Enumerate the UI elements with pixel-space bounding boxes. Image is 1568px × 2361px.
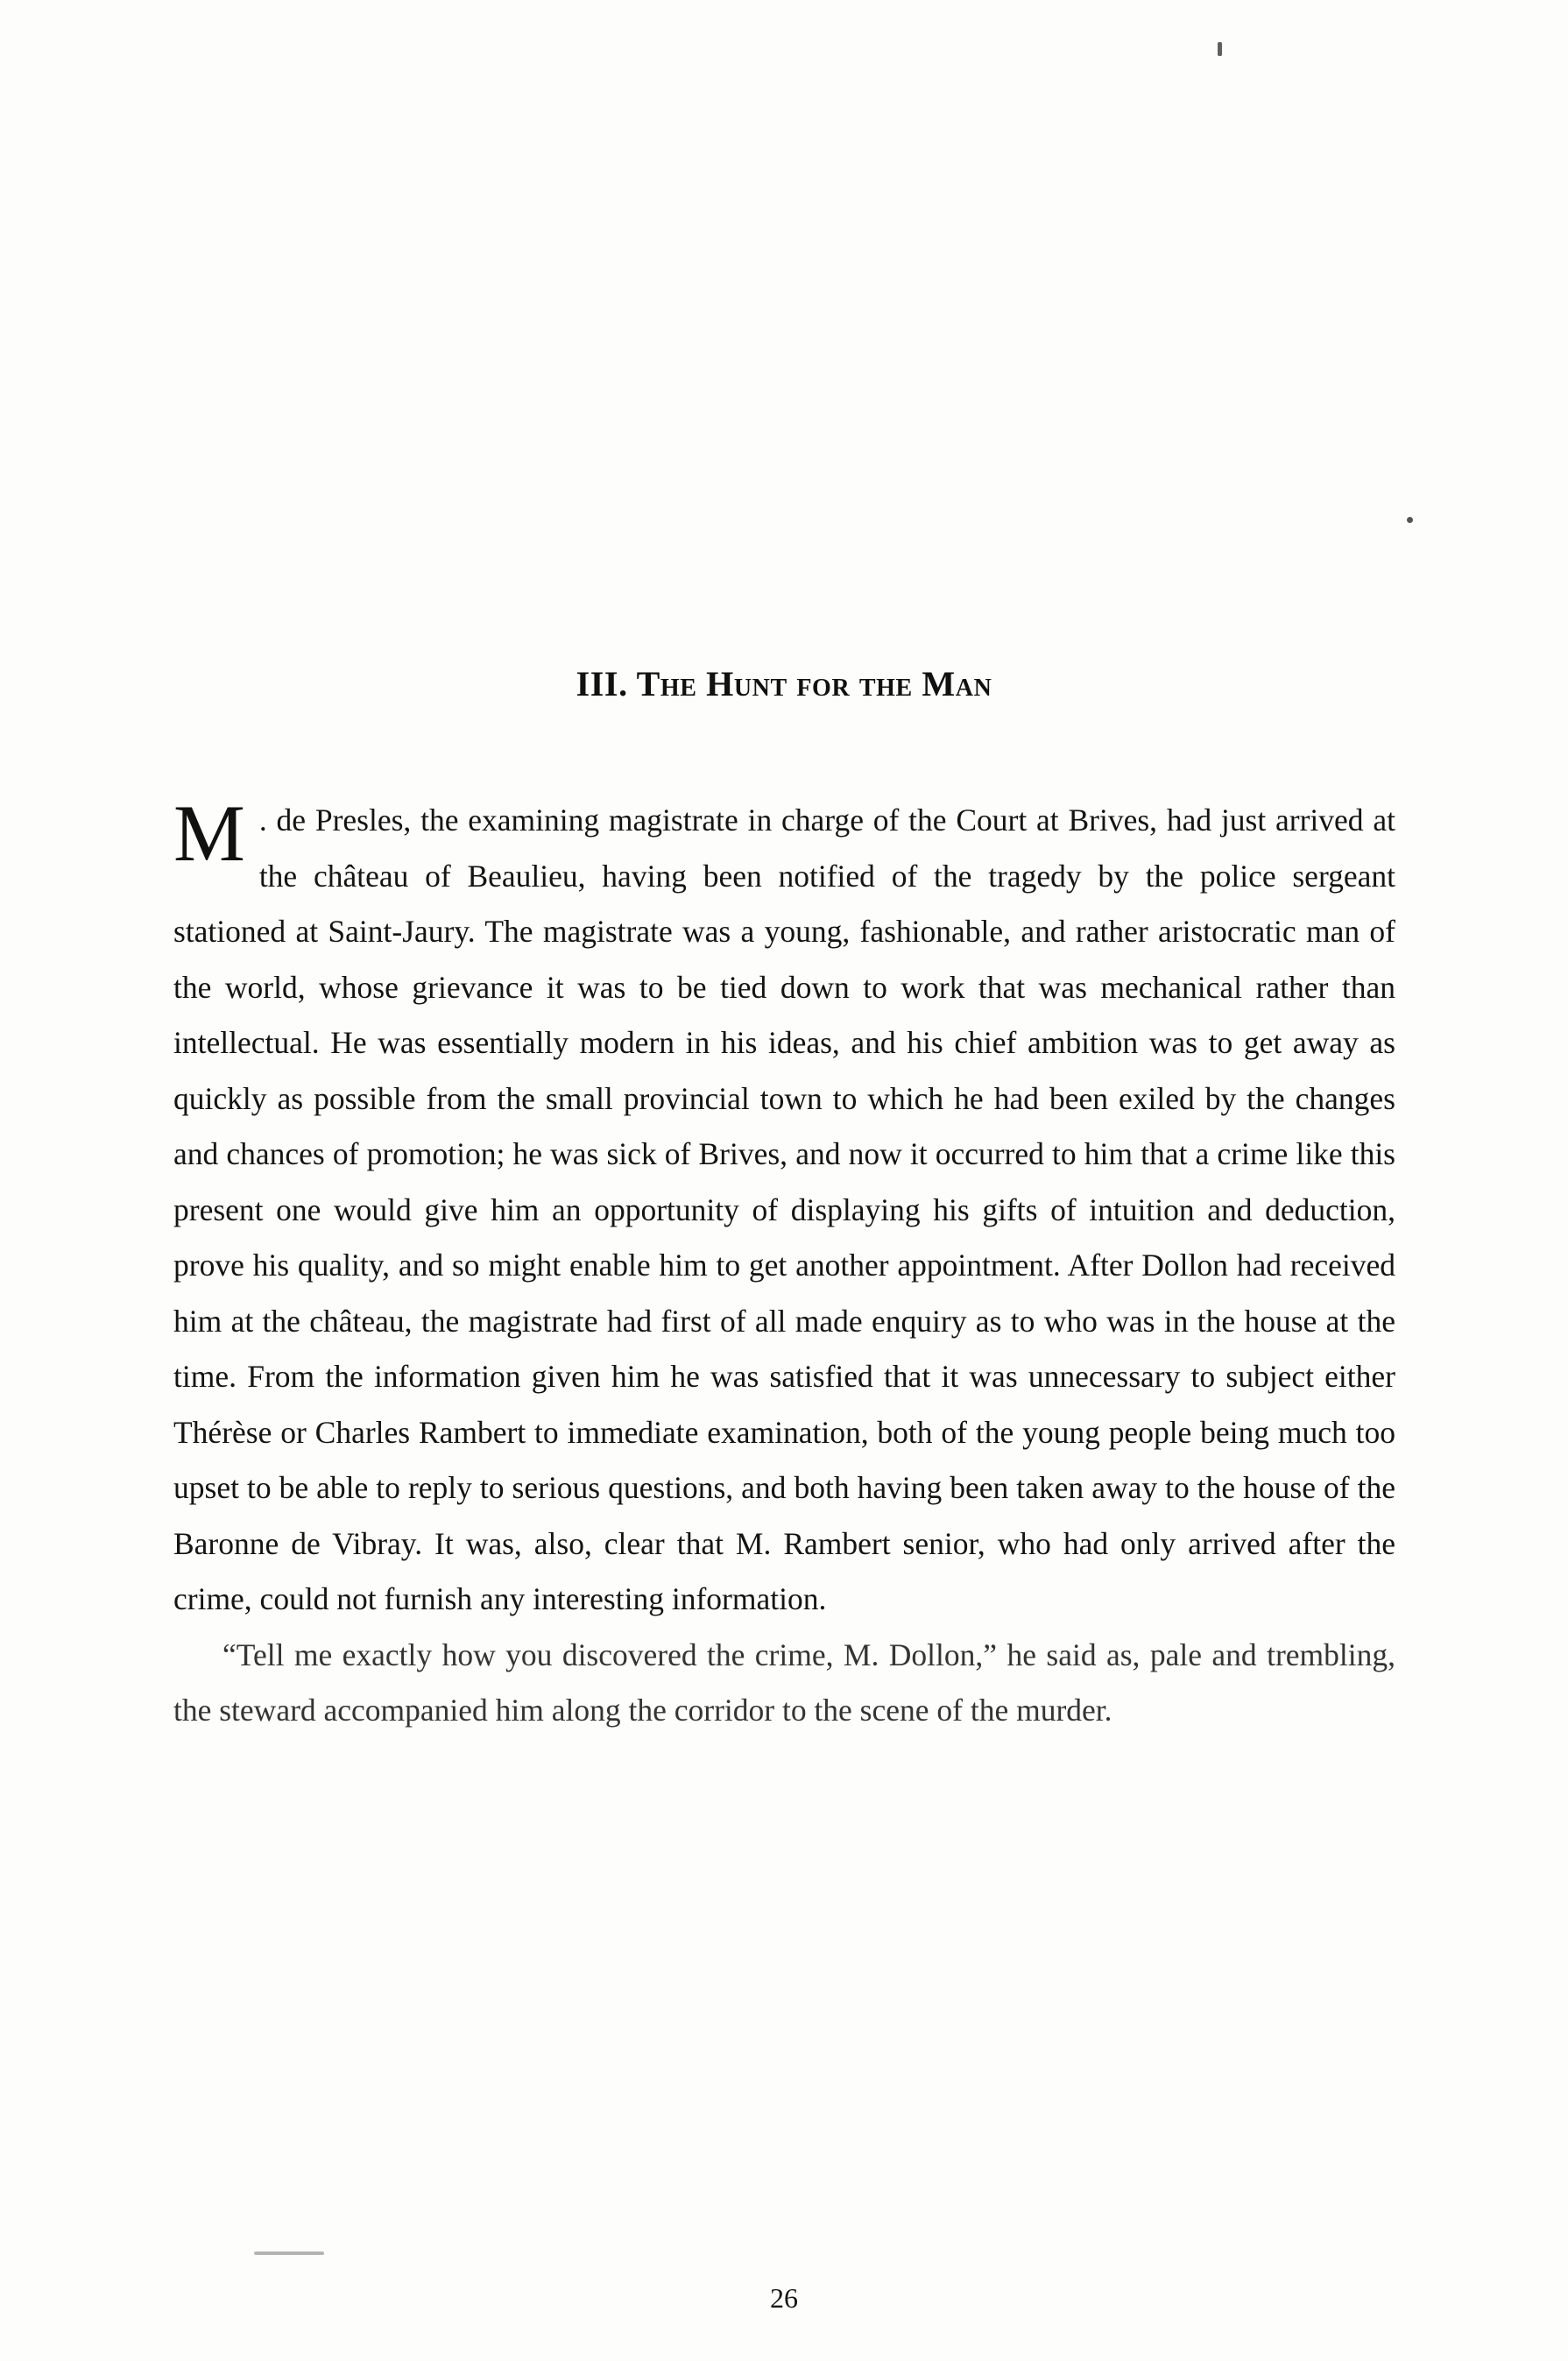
chapter-title-text: The Hunt for the Man [636, 663, 992, 703]
page-artifact-bottom [254, 2251, 324, 2255]
chapter-number: III. [576, 663, 628, 703]
page-artifact-right [1407, 517, 1413, 523]
page-number: 26 [770, 2282, 798, 2314]
drop-cap: M [173, 793, 245, 878]
paragraph-1 [173, 793, 1395, 1628]
body-text-column [173, 793, 1395, 1739]
page-artifact-top [1218, 42, 1222, 56]
paragraph-1-text: . de Presles, the examining magistrate in charge of the Court at Brives, had just arrived at the château of Beaulieu, having been notified of the tragedy by the police sergeant stationed at Saint-Jaury. The magistrate was a young, fashionable, and rather aristocratic man of the world, whose grievance it was to be tied down to work that was mechanical rather than intellectual. He was essentially modern in his ideas, and his chief ambition was to get away as quickly as possible from the small provincial town to which he had been exiled by the changes and chances of promotion; he was sick of Brives, and now it occurred to him that a crime like this present one would give him an opportunity of displaying his gifts of intuition and deduction, prove his quality, and so might enable him to get another appointment. After Dollon had received him at the château, the magistrate had first of all made enquiry as to who was in the house at the time. From the information given him he was satisfied that it was unnecessary to subject either Thérèse or Charles Rambert to immediate examination, both of the young people being much too upset to be able to reply to serious questions, and both having been taken away to the house of the Baronne de Vibray. It was, also, clear that M. Rambert senior, who had only arrived after the crime, could not furnish any interesting information. [173, 802, 1395, 1616]
chapter-heading [0, 663, 1568, 704]
paragraph-2: “Tell me exactly how you discovered the crime, M. Dollon,” he said as, pale and trembling, the steward accompanied him along the corridor to the scene of the murder. [173, 1636, 1395, 1728]
